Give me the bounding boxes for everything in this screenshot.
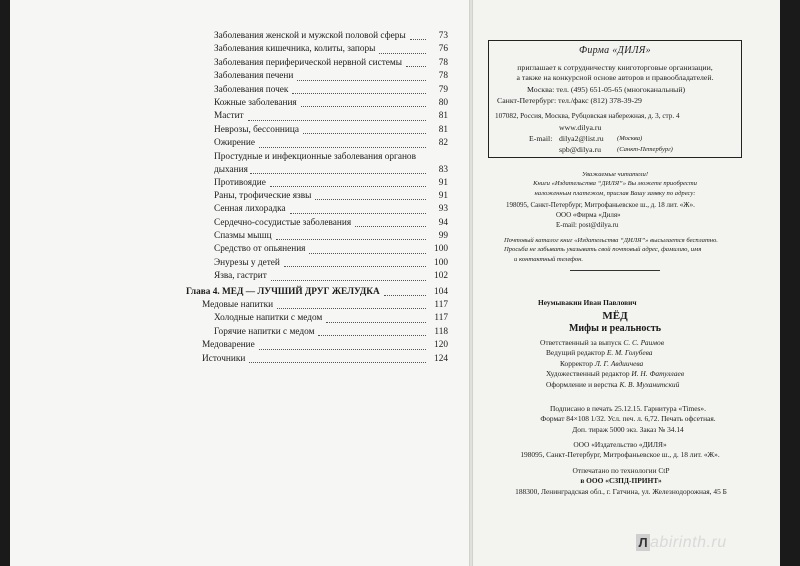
toc-page: 91 (438, 177, 448, 188)
firm-address: 107082, Россия, Москва, Рубцовская набережная, д. 3, стр. 4 (495, 112, 680, 120)
toc-item (186, 312, 448, 325)
publisher-line-2: 198095, Санкт-Петербург, Митрофаньевское ш., д. 18 лит. «Ж». (520, 450, 720, 460)
credit-role: Ответственный за выпуск (540, 338, 622, 347)
toc-page: 83 (438, 164, 448, 175)
catalog-line-1: Почтовый каталог книг «Издательства “ДИЛЯ”» высылается бесплатно. (504, 237, 718, 244)
readers-line-2: наложенным платежом, прислав Вашу заявку по адресу: (534, 189, 696, 197)
toc-title: Заболевания кишечника, колиты, запоры (214, 44, 376, 55)
toc-page: 120 (434, 340, 448, 351)
credit-role: Художественный редактор (546, 369, 630, 379)
firm-website[interactable]: www.dilya.ru (559, 123, 602, 132)
credit-role: Корректор (560, 358, 593, 368)
toc-title: Сердечно-сосудистые заболевания (214, 217, 352, 228)
toc-page: 80 (438, 97, 448, 108)
toc-title: Кожные заболевания (214, 97, 297, 108)
toc-item (186, 257, 448, 270)
toc-item (186, 110, 448, 123)
toc-page: 100 (434, 257, 448, 268)
toc-leader (292, 93, 426, 94)
toc-title: Глава 4. МЕД — ЛУЧШИЙ ДРУГ ЖЕЛУДКА (186, 286, 380, 297)
toc-title: Заболевания периферической нервной системы (214, 57, 403, 68)
readers-line-1: Книги «Издательства “ДИЛЯ”» Вы можете приобрести (533, 180, 697, 188)
toc-page: 100 (434, 244, 448, 255)
firm-email-spb-note: (Санкт-Петербург) (617, 146, 673, 153)
toc-leader (297, 80, 426, 81)
toc-chapter (186, 286, 448, 299)
separator-line (570, 270, 660, 271)
toc-leader (270, 186, 426, 187)
credit-name: И. Н. Фатуллаев (631, 369, 685, 379)
toc-title: Энурезы у детей (214, 257, 280, 268)
table-of-contents (186, 30, 448, 366)
toc-title: Язва, гастрит (214, 271, 267, 282)
toc-title-line-2: дыхания (214, 164, 248, 175)
toc-title: Холодные напитки с медом (214, 313, 323, 324)
toc-page: 78 (438, 57, 448, 68)
publisher-info (490, 440, 750, 461)
credits (540, 338, 760, 390)
firm-title: Фирма «ДИЛЯ» (579, 45, 651, 56)
toc-leader (315, 199, 426, 200)
toc-page: 81 (438, 111, 448, 122)
toc-page: 91 (438, 190, 448, 201)
toc-page: 104 (434, 286, 448, 297)
toc-leader (290, 213, 426, 214)
toc-page: 99 (438, 231, 448, 242)
firm-invite-line-1: приглашает к сотрудничеству книготорговые организации, (517, 63, 713, 72)
watermark-text: abirinth.ru (650, 534, 727, 551)
toc-page: 81 (438, 124, 448, 135)
toc-leader (276, 239, 426, 240)
toc-item (186, 203, 448, 216)
toc-leader (326, 322, 426, 323)
toc-item (186, 326, 448, 339)
credit-name: Е. М. Голубева (606, 348, 653, 358)
toc-title: Заболевания почек (214, 84, 289, 95)
toc-page: 102 (434, 271, 448, 282)
readers-heading: Уважаемые читатели! (581, 171, 649, 178)
firm-email-moscow-note: (Москва) (617, 135, 643, 142)
firm-invite-line-2: а также на конкурсной основе авторов и правообладателей. (516, 73, 714, 82)
toc-page: 124 (434, 353, 448, 364)
toc-leader (277, 308, 426, 309)
toc-page: 117 (434, 313, 448, 324)
toc-leader (379, 53, 426, 54)
toc-leader (249, 362, 426, 363)
toc-page: 82 (438, 138, 448, 149)
toc-leader (406, 66, 426, 67)
toc-leader (384, 295, 426, 296)
toc-page: 94 (438, 217, 448, 228)
catalog-notice (504, 236, 754, 264)
printer-line-1: Отпечатано по технологии CtP (572, 466, 670, 475)
toc-leader (318, 335, 426, 336)
toc-title: Сенная лихорадка (214, 204, 286, 215)
firm-spb-phone: Санкт-Петербург: тел./факс (812) 378-39-29 (497, 96, 642, 105)
toc-title-line-1: Простудные и инфекционные заболевания органов (214, 151, 416, 162)
firm-email-spb[interactable]: spb@dilya.ru (559, 145, 602, 154)
toc-item (186, 57, 448, 70)
toc-item (186, 217, 448, 230)
toc-title: Мастит (214, 111, 244, 122)
toc-page: 93 (438, 204, 448, 215)
toc-item (186, 353, 448, 366)
firm-email-label: E-mail: (529, 134, 553, 143)
book-subtitle: Мифы и реальность (568, 323, 662, 334)
toc-item (186, 124, 448, 137)
credit-name: К. В. Муханитский (619, 379, 680, 389)
print-line-1: Подписано в печать 25.12.15. Гарнитура «Times». (550, 404, 706, 413)
credit-name: Л. Г. Авдиичева (594, 358, 644, 368)
toc-leader (250, 173, 426, 174)
toc-title: Противоядие (214, 177, 266, 188)
toc-item (186, 84, 448, 97)
firm-info-box (488, 40, 742, 158)
credit-line (540, 380, 760, 390)
toc-title: Заболевания женской и мужской половой сферы (214, 30, 406, 41)
toc-leader (259, 349, 426, 350)
toc-item (186, 243, 448, 256)
credit-line (540, 348, 760, 358)
toc-item (186, 177, 448, 190)
toc-leader (248, 120, 426, 121)
print-info (508, 404, 748, 435)
readers-address (506, 200, 746, 230)
readers-address-line-3: E-mail: post@dilya.ru (556, 221, 619, 229)
print-line-2: Формат 84×108 1/32. Усл. печ. л. 6,72. Печать офсетная. (540, 414, 716, 424)
toc-item (186, 151, 448, 177)
toc-page: 79 (438, 84, 448, 95)
readers-notice (490, 170, 740, 198)
toc-item (186, 339, 448, 352)
credit-role: Оформление и верстка (546, 379, 618, 389)
toc-item (186, 270, 448, 283)
toc-title: Ожирение (214, 138, 255, 149)
book-title: МЁД (602, 310, 628, 322)
credit-line (540, 338, 760, 348)
publisher-line-1: ООО «Издательство «ДИЛЯ» (573, 440, 667, 449)
credit-line (540, 359, 760, 369)
toc-title: Раны, трофические язвы (214, 190, 312, 201)
toc-item (186, 97, 448, 110)
credit-name: С. С. Раимов (623, 338, 664, 347)
toc-title: Спазмы мышц (214, 231, 272, 242)
readers-address-line-1: 198095, Санкт-Петербург, Митрофаньевское ш., д. 18 лит. «Ж». (506, 201, 695, 209)
toc-leader (410, 39, 426, 40)
toc-leader (271, 280, 426, 281)
toc-item (186, 137, 448, 150)
book-spine (469, 0, 473, 566)
firm-moscow-phone: Москва: тел. (495) 651-05-65 (многоканальный) (527, 85, 686, 94)
toc-item (186, 230, 448, 243)
toc-leader (301, 106, 426, 107)
toc-leader (309, 253, 426, 254)
toc-title: Медовые напитки (202, 300, 274, 311)
printer-info (476, 466, 766, 497)
credit-role: Ведущий редактор (546, 348, 605, 358)
toc-leader (259, 147, 426, 148)
print-line-3: Доп. тираж 5000 экз. Заказ № 34.14 (572, 424, 684, 434)
catalog-line-2: Просьба не забывать указывать свой почтовый адрес, фамилию, имя (504, 246, 702, 254)
toc-item (186, 70, 448, 83)
toc-page: 76 (438, 44, 448, 55)
toc-page: 73 (438, 30, 448, 41)
printer-line-2: в ООО «СЗПД-ПРИНТ» (580, 476, 662, 486)
toc-title: Медоварение (202, 340, 255, 351)
toc-title: Средство от опьянения (214, 244, 306, 255)
readers-address-line-2: ООО «Фирма «Диля» (556, 211, 621, 219)
toc-leader (284, 266, 426, 267)
catalog-line-3: и контактный телефон. (514, 255, 584, 263)
toc-page: 78 (438, 71, 448, 82)
toc-item (186, 30, 448, 43)
firm-email-moscow[interactable]: dilya2@list.ru (559, 134, 604, 143)
toc-title: Неврозы, бессонница (214, 124, 299, 135)
toc-page: 118 (434, 326, 448, 337)
toc-item (186, 43, 448, 56)
printer-line-3: 188300, Ленинградская обл., г. Гатчина, ул. Железнодорожная, 45 Б (515, 486, 727, 496)
credit-line (540, 369, 760, 379)
toc-leader (303, 133, 426, 134)
toc-title: Источники (202, 353, 246, 364)
book-author: Неумывакин Иван Павлович (538, 298, 637, 307)
toc-leader (355, 226, 426, 227)
toc-title: Горячие напитки с медом (214, 326, 315, 337)
toc-item (186, 190, 448, 203)
toc-page: 117 (434, 300, 448, 311)
labirint-logo-icon: Л (636, 534, 650, 551)
toc-item (186, 299, 448, 312)
toc-title: Заболевания печени (214, 71, 294, 82)
